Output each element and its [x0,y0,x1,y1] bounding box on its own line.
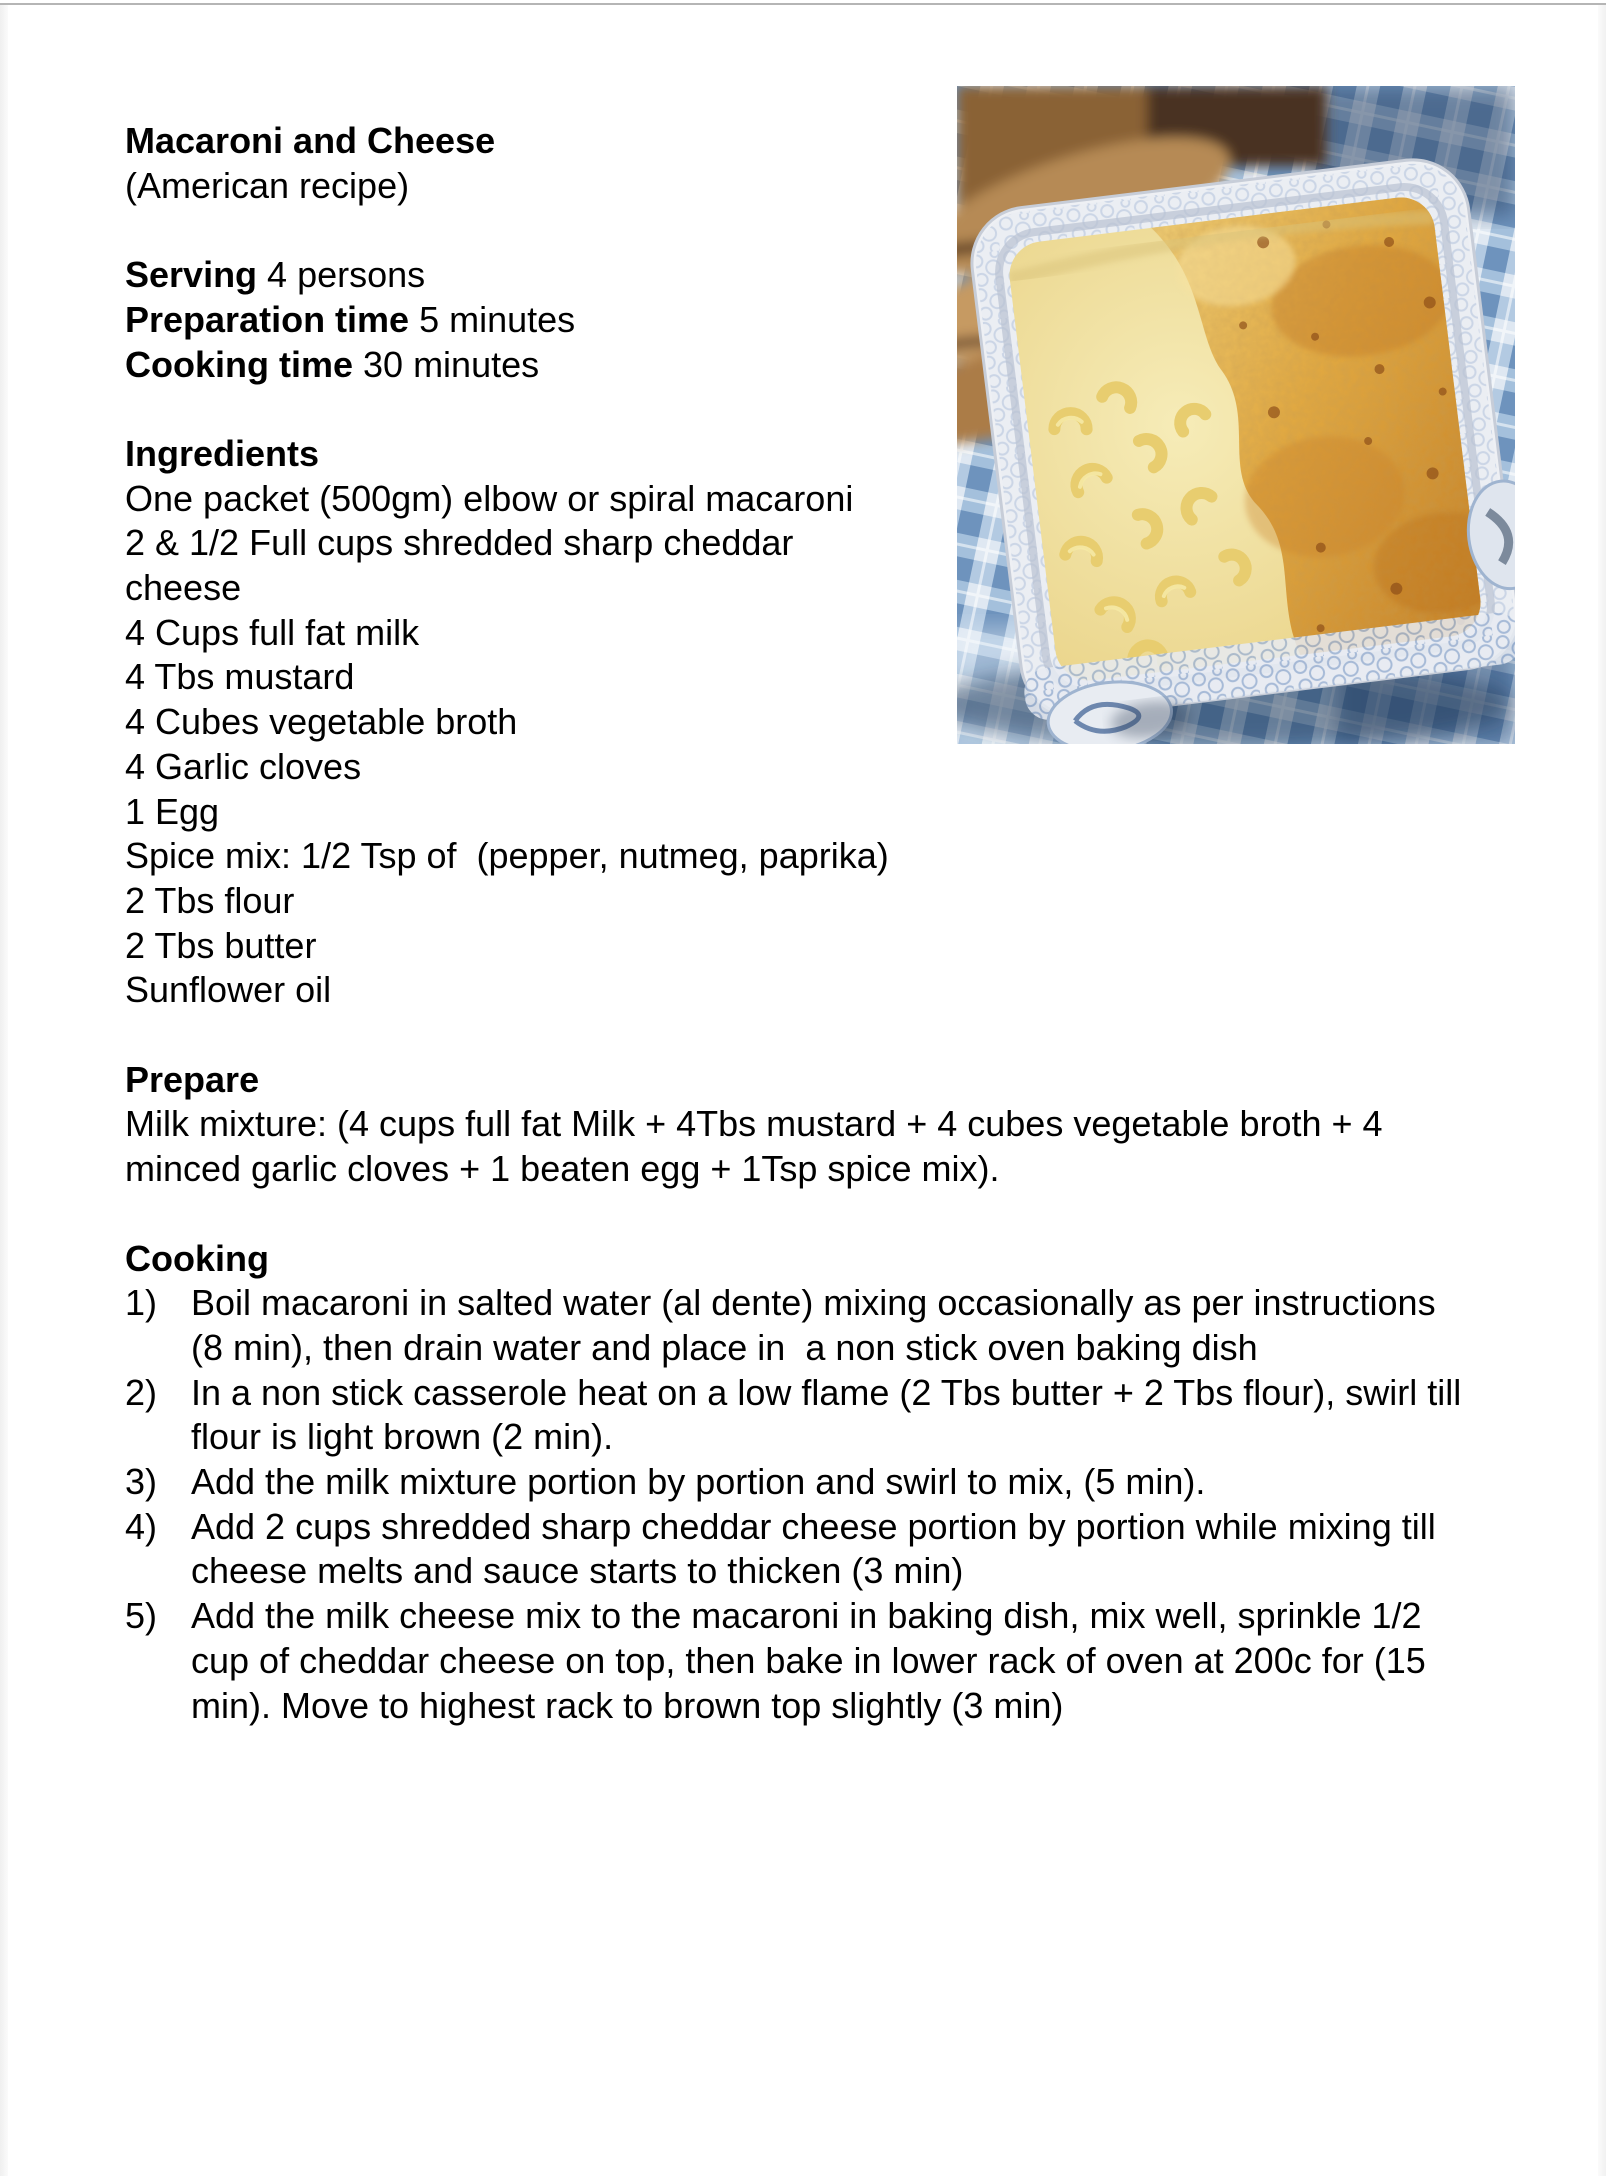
meta-label: Serving [125,254,258,296]
section-heading-ingredients: Ingredients [125,432,320,474]
page-top-edge [0,3,1606,5]
cooking-step [125,1460,1471,1505]
spacer [125,1192,1471,1237]
meta-value: 5 minutes [409,298,576,340]
ingredient-item: 1 Egg [125,790,220,832]
cooking-step [125,1594,1471,1728]
step-number: 3) [125,1461,158,1503]
meta-label: Preparation time [125,298,410,340]
prepare-text: Milk mixture: (4 cups full fat Milk + 4Tbs mustard + 4 cubes vegetable broth + 4 minced garlic cloves + 1 beaten egg + 1Tsp spice mix). [125,1103,1393,1190]
step-text: Boil macaroni in salted water (al dente) mixing occasionally as per instructions (8 min), then drain water and place in a non stick oven baking dish [191,1282,1446,1368]
step-number: 4) [125,1505,158,1547]
step-text: Add the milk mixture portion by portion and swirl to mix, (5 min). [191,1461,1206,1503]
page-left-edge [0,5,8,2176]
ingredient-item: Spice mix: 1/2 Tsp of (pepper, nutmeg, paprika) [125,835,889,877]
meta-label: Cooking time [125,343,354,385]
page-right-edge [1598,5,1606,2176]
step-number: 5) [125,1595,158,1637]
ingredient-item: 2 & 1/2 Full cups shredded sharp cheddar cheese [125,522,804,608]
spacer [125,1013,1471,1058]
recipe-subtitle: (American recipe) [125,164,410,206]
step-text: Add the milk cheese mix to the macaroni in baking dish, mix well, sprinkle 1/2 cup of cheddar cheese on top, then bake in lower rack of oven at 200c for (15 min). Move to highest rack to brown top slightly (3 min) [191,1595,1436,1726]
meta-value: 4 persons [257,254,426,296]
page-title: Macaroni and Cheese [125,120,496,161]
cooking-step [125,1281,1471,1370]
step-text: Add 2 cups shredded sharp cheddar cheese portion by portion while mixing till cheese melts and sauce starts to thicken (3 min) [191,1505,1446,1592]
step-text: In a non stick casserole heat on a low flame (2 Tbs butter + 2 Tbs flour), swirl till flour is light brown (2 min). [191,1371,1472,1458]
ingredient-item: Sunflower oil [125,969,332,1011]
meta-value: 30 minutes [353,343,540,385]
recipe-photo [957,86,1515,744]
section-heading-prepare: Prepare [125,1058,260,1100]
ingredient-item: 4 Cups full fat milk [125,611,420,653]
ingredient-item: 2 Tbs butter [125,924,317,966]
ingredient-item: 2 Tbs flour [125,879,295,921]
ingredient-item: One packet (500gm) elbow or spiral macaroni [125,477,854,519]
section-heading-cooking: Cooking [125,1237,269,1279]
step-number: 2) [125,1371,158,1413]
ingredient-item: 4 Tbs mustard [125,656,355,698]
ingredient-item: 4 Cubes vegetable broth [125,701,518,743]
mac-and-cheese-photo-illustration [957,86,1515,744]
cooking-step [125,1505,1471,1594]
step-number: 1) [125,1282,158,1324]
ingredient-item: 4 Garlic cloves [125,745,362,787]
cooking-step [125,1371,1471,1460]
